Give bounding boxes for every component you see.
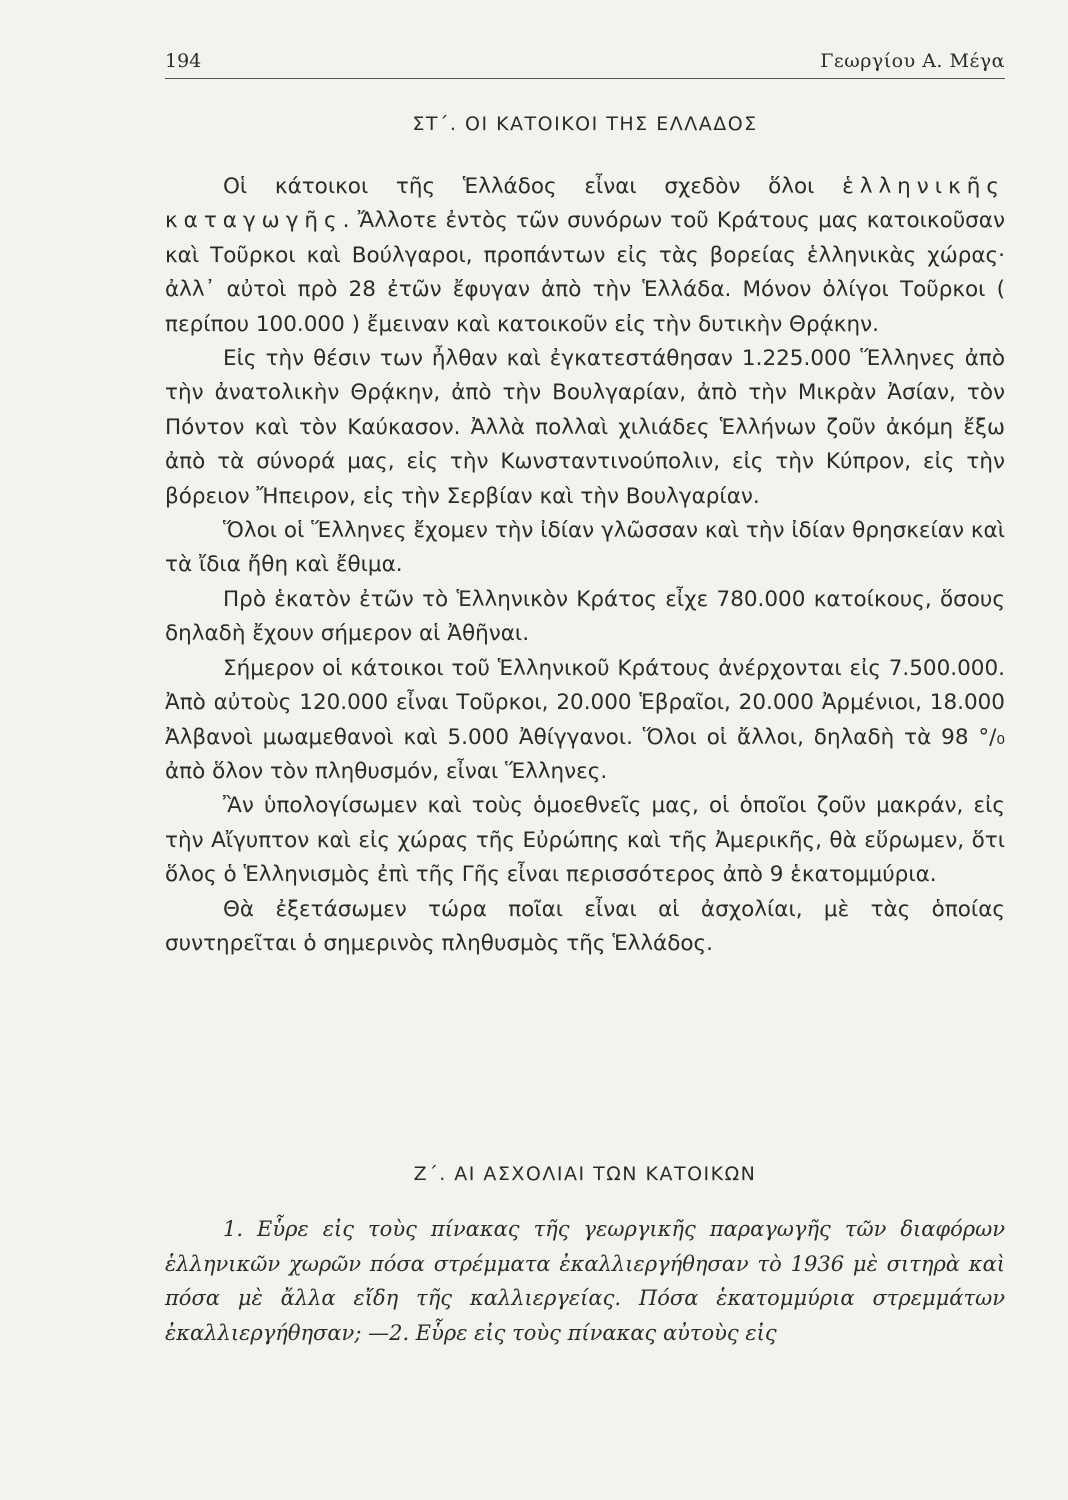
body-text (165, 170, 1005, 961)
page-header (165, 46, 1005, 80)
paragraph: Πρὸ ἑκατὸν ἐτῶν τὸ Ἑλληνικὸν Κράτος εἶχε 780.000 κατοίκους, ὅσους δηλαδὴ ἔχουν σήμερον αἱ Ἀθῆναι. (165, 586, 1005, 647)
paragraph: Ἂν ὑπολογίσωμεν καὶ τοὺς ὁμοεθνεῖς μας, οἱ ὁποῖοι ζοῦν μακράν, εἰς τὴν Αἴγυπτον καὶ εἰς χώρας τῆς Εὐρώπης καὶ τῆς Ἀμερικῆς, θὰ εὕρωμεν, ὅτι ὅλος ὁ Ἑλληνισμὸς ἐπὶ τῆς Γῆς εἶναι περισσότερος ἀπὸ 9 ἑκατομμύρια. (165, 793, 1005, 888)
running-head: Γεωργίου Α. Μέγα (820, 50, 1005, 72)
exercises (165, 1212, 1005, 1350)
header-rule (165, 78, 1005, 79)
paragraph: Εἰς τὴν θέσιν των ἦλθαν καὶ ἐγκατεστάθησαν 1.225.000 Ἕλληνες ἀπὸ τὴν ἀνατολικὴν Θρᾴκην, ἀπὸ τὴν Βουλγαρίαν, ἀπὸ τὴν Μικρὰν Ἀσίαν, τὸν Πόντον καὶ τὸν Καύκασον. Ἀλλὰ πολλαὶ χιλιάδες Ἑλλήνων ζοῦν ἀκόμη ἔξω ἀπὸ τὰ σύνορά μας, εἰς τὴν Κωνσταντινούπολιν, εἰς τὴν Κύπρον, εἰς τὴν βόρειον Ἤπειρον, εἰς τὴν Σερβίαν καὶ τὴν Βουλγαρίαν. (165, 346, 1005, 509)
page-number: 194 (165, 50, 202, 72)
exercise-text: 1. Εὗρε εἰς τοὺς πίνακας τῆς γεωργικῆς παραγωγῆς τῶν διαφόρων ἑλληνικῶν χωρῶν πόσα στρέμματα ἐκαλλιεργήθησαν τὸ 1936 μὲ σιτηρὰ καὶ πόσα μὲ ἄλλα εἴδη τῆς καλλιεργείας. Πόσα ἑκατομμύρια στρεμμάτων ἐκαλλιεργήθησαν; —2. Εὗρε εἰς τοὺς πίνακας αὐτοὺς εἰς (165, 1217, 1005, 1345)
paragraph: Σήμερον οἱ κάτοικοι τοῦ Ἑλληνικοῦ Κράτους ἀνέρχονται εἰς 7.500.000. Ἀπὸ αὐτοὺς 120.000 εἶναι Τοῦρκοι, 20.000 Ἑβραῖοι, 20.000 Ἀρμένιοι, 18.000 Ἀλβανοὶ μωαμεθανοὶ καὶ 5.000 Ἀθίγγανοι. Ὅλοι οἱ ἄλλοι, δηλαδὴ τὰ 98 °/₀ ἀπὸ ὅλον τὸν πληθυσμόν, εἶναι Ἕλληνες. (165, 655, 1005, 784)
paragraph: Θὰ ἐξετάσωμεν τώρα ποῖαι εἶναι αἱ ἀσχολίαι, μὲ τὰς ὁποίας συντηρεῖται ὁ σημερινὸς πληθυσμὸς τῆς Ἑλλάδος. (165, 896, 1005, 956)
paragraph: Ὅλοι οἱ Ἕλληνες ἔχομεν τὴν ἰδίαν γλῶσσαν καὶ τὴν ἰδίαν θρησκείαν καὶ τὰ ἴδια ἤθη καὶ ἔθιμα. (165, 518, 1005, 578)
paragraph-text: . Ἄλλοτε ἐντὸς τῶν συνόρων τοῦ Κράτους μας κατοικοῦσαν καὶ Τοῦρκοι καὶ Βούλγαροι, προπάντων εἰς τὰς βορείας ἑλληνικὰς χώρας· ἀλλ᾽ αὐτοὶ πρὸ 28 ἐτῶν ἔφυγαν ἀπὸ τὴν Ἑλλάδα. Μόνον ὀλίγοι Τοῦρκοι ( περίπου 100.000 ) ἔμειναν καὶ κατοικοῦν εἰς τὴν δυτικὴν Θρᾴκην. (165, 208, 1005, 337)
paragraph (165, 170, 1005, 342)
section-heading-occupations: Ζ΄. ΑΙ ΑΣΧΟΛΙΑΙ ΤΩΝ ΚΑΤΟΙΚΩΝ (413, 1163, 757, 1185)
emphasized-text: ἑλληνικῆς καταγωγῆς (165, 174, 1005, 234)
paragraph-text: Οἱ κάτοικοι τῆς Ἑλλάδος εἶναι σχεδὸν ὅλοι (223, 174, 843, 199)
section-heading-inhabitants: ΣΤ΄. ΟΙ ΚΑΤΟΙΚΟΙ ΤΗΣ ΕΛΛΑΔΟΣ (412, 113, 758, 135)
